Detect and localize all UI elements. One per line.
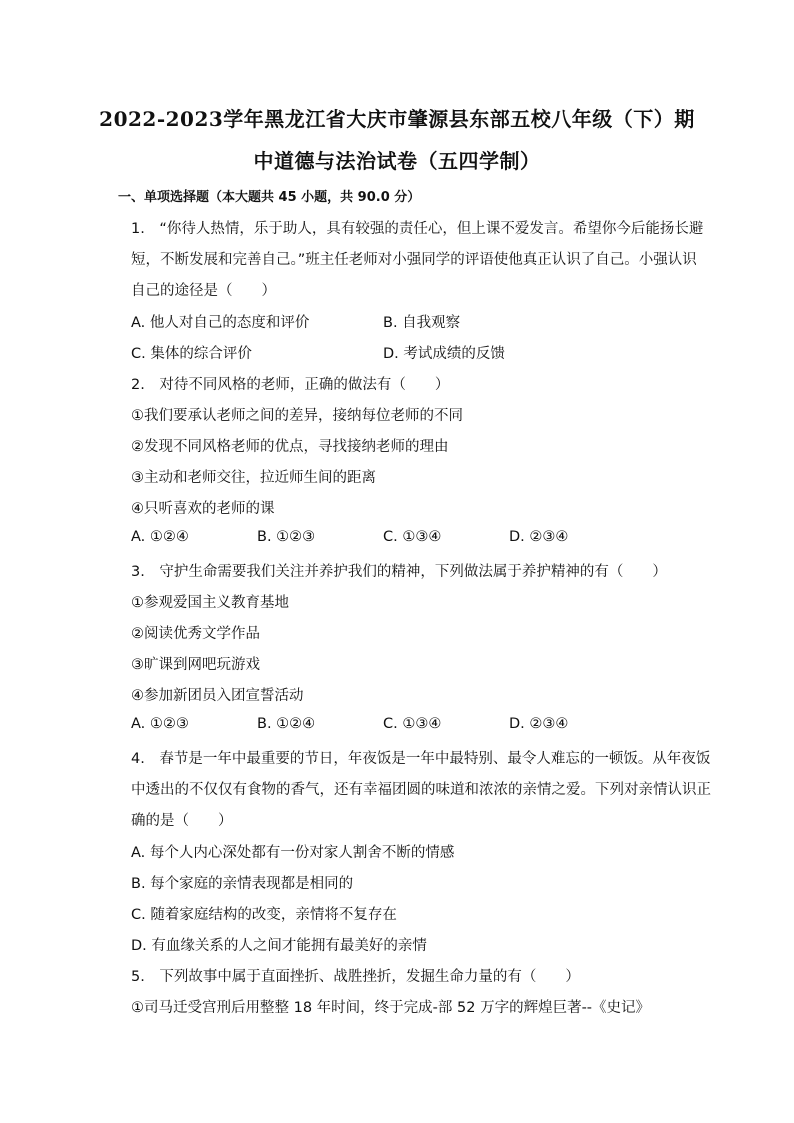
q3-item-4: ④参加新团员入团宣誓活动 [131,688,304,704]
q4-line-1: 4. 春节是一年中最重要的节日，年夜饭是一年中最特别、最令人难忘的一顿饭。从年夜饭 [131,751,711,767]
q3-option-a: A. ①②③ [131,716,189,732]
q4-option-b: B. 每个家庭的亲情表现都是相同的 [131,876,354,892]
q1-option-d: D. 考试成绩的反馈 [383,346,505,362]
q4-option-c: C. 随着家庭结构的改变，亲情将不复存在 [131,907,397,923]
q1-line-3: 自己的途径是（ ） [131,283,276,299]
q2-stem: 2. 对待不同风格的老师，正确的做法有（ ） [131,377,450,393]
q2-item-1: ①我们要承认老师之间的差异，接纳每位老师的不同 [131,408,463,424]
q2-option-d: D. ②③④ [509,529,569,545]
q2-option-b: B. ①②③ [257,529,316,545]
q3-item-2: ②阅读优秀文学作品 [131,626,260,642]
q1-option-a: A. 他人对自己的态度和评价 [131,315,310,331]
q4-line-3: 确的是（ ） [131,813,233,829]
q3-option-c: C. ①③④ [383,716,442,732]
q3-stem: 3. 守护生命需要我们关注并养护我们的精神，下列做法属于养护精神的有（ ） [131,564,667,580]
q2-option-c: C. ①③④ [383,529,442,545]
section-header: 一、单项选择题（本大题共 45 小题，共 90.0 分） [118,190,421,205]
q5-stem: 5. 下列故事中属于直面挫折、战胜挫折，发掘生命力量的有（ ） [131,969,580,985]
q3-option-b: B. ①②④ [257,716,316,732]
q1-line-2: 短，不断发展和完善自己。”班主任老师对小强同学的评语使他真正认识了自己。小强认识 [131,252,697,268]
q4-line-2: 中透出的不仅仅有食物的香气，还有幸福团圆的味道和浓浓的亲情之爱。下列对亲情认识正 [131,782,711,798]
q2-option-a: A. ①②④ [131,529,189,545]
q1-line-1: 1. “你待人热情，乐于助人，具有较强的责任心，但上课不爱发言。希望你今后能扬长避 [131,221,704,237]
q2-item-3: ③主动和老师交往，拉近师生间的距离 [131,470,376,486]
q5-item-1: ①司马迁受宫刑后用整整 18 年时间，终于完成-部 52 万字的辉煌巨著--《史记》 [131,1000,651,1016]
q2-item-4: ④只听喜欢的老师的课 [131,501,275,517]
q4-option-a: A. 每个人内心深处都有一份对家人割舍不断的情感 [131,845,455,861]
q3-option-d: D. ②③④ [509,716,569,732]
q1-option-c: C. 集体的综合评价 [131,346,252,362]
exam-title-line1: 2022-2023学年黑龙江省大庆市肇源县东部五校八年级（下）期 [99,107,695,131]
exam-title-line2: 中道德与法治试卷（五四学制） [253,149,541,173]
q3-item-1: ①参观爱国主义教育基地 [131,595,289,611]
q2-item-2: ②发现不同风格老师的优点，寻找接纳老师的理由 [131,439,449,455]
q3-item-3: ③旷课到网吧玩游戏 [131,657,260,673]
q1-option-b: B. 自我观察 [383,315,461,331]
q4-option-d: D. 有血缘关系的人之间才能拥有最美好的亲情 [131,938,427,954]
